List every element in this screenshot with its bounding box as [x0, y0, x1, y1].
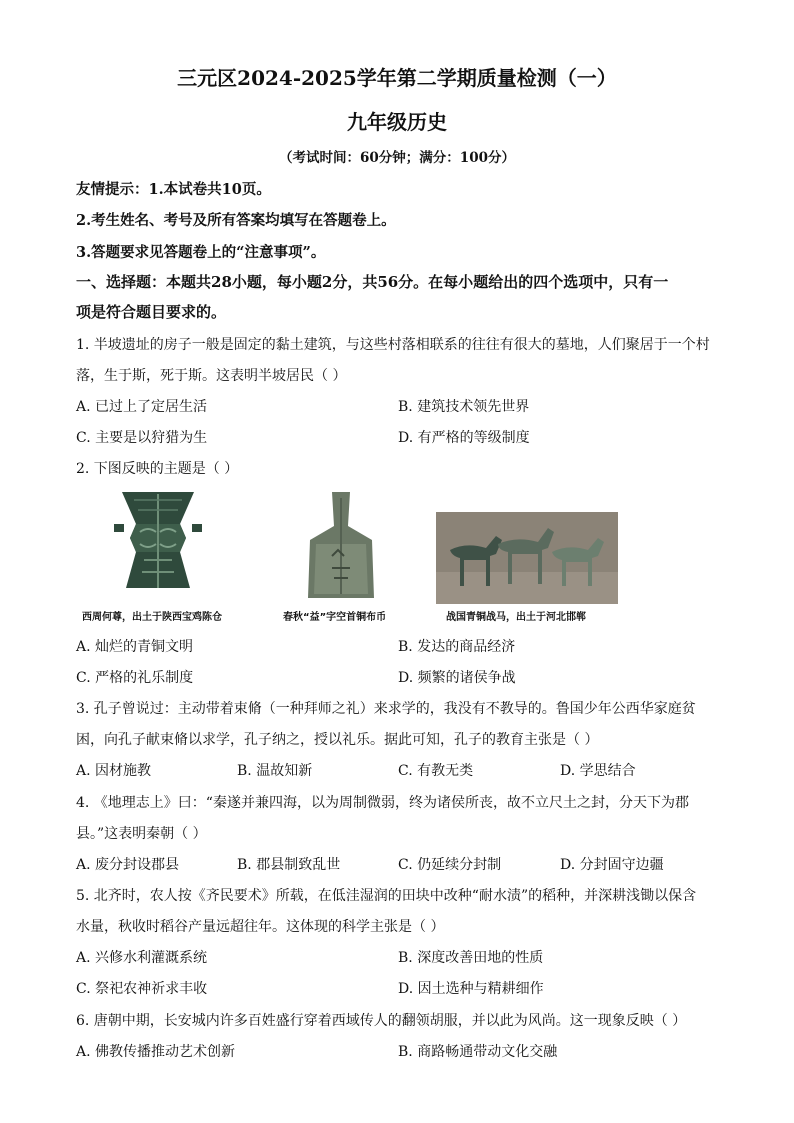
- image-caption-2: 春秋“益”字空首铜布币: [283, 612, 387, 623]
- q1-option-c: C. 主要是以狩猎为生: [76, 430, 208, 446]
- q4-option-a: A. 废分封设郡县: [76, 857, 180, 873]
- q5-option-b: B. 深度改善田地的性质: [398, 950, 544, 966]
- q5-option-a: A. 兴修水利灌溉系统: [76, 950, 208, 966]
- q2-option-c: C. 严格的礼乐制度: [76, 670, 194, 686]
- q3-stem-line1: 3. 孔子曾说过：主动带着束脩（一种拜师之礼）来求学的，我没有不教导的。鲁国少年公西华家庭贫: [76, 701, 696, 717]
- q2-option-a: A. 灿烂的青铜文明: [76, 639, 194, 655]
- section-heading-line1: 一、选择题：本题共28小题，每小题2分，共56分。在每小题给出的四个选项中，只有一: [76, 273, 669, 291]
- q4-option-b: B. 郡县制致乱世: [237, 857, 341, 873]
- q2-stem: 2. 下图反映的主题是（ ）: [76, 461, 239, 477]
- image-caption-1: 西周何尊，出土于陕西宝鸡陈仓: [82, 612, 222, 623]
- q3-option-c: C. 有教无类: [398, 763, 474, 779]
- q3-option-d: D. 学思结合: [560, 763, 636, 779]
- q5-option-d: D. 因土选种与精耕细作: [398, 981, 544, 997]
- spade-coin-image: [302, 490, 380, 602]
- q4-option-c: C. 仍延续分封制: [398, 857, 502, 873]
- q6-option-b: B. 商路畅通带动文化交融: [398, 1044, 558, 1060]
- section-heading-line2: 项是符合题目要求的。: [76, 303, 227, 321]
- q5-stem-line1: 5. 北齐时，农人按《齐民要术》所载，在低洼湿润的田块中改种“耐水渍”的稻种，并深耕浅锄以保含: [76, 888, 697, 904]
- image-caption-3: 战国青铜战马，出土于河北邯郸: [446, 612, 586, 623]
- q4-option-d: D. 分封固守边疆: [560, 857, 664, 873]
- q1-option-b: B. 建筑技术领先世界: [398, 399, 530, 415]
- q2-option-b: B. 发达的商品经济: [398, 639, 516, 655]
- exam-subject: 九年级历史: [347, 110, 447, 134]
- q6-stem-line1: 6. 唐朝中期，长安城内许多百姓盛行穿着西域传人的翻领胡服，并以此为风尚。这一现象反映（ ）: [76, 1013, 687, 1029]
- q1-option-a: A. 已过上了定居生活: [76, 399, 208, 415]
- note-2: 2.考生姓名、考号及所有答案均填写在答题卷上。: [76, 212, 396, 229]
- exam-info: （考试时间：60分钟；满分：100分）: [279, 150, 515, 166]
- bronze-horses-image: [436, 512, 618, 604]
- he-zun-image: [100, 488, 216, 600]
- q3-option-b: B. 温故知新: [237, 763, 313, 779]
- exam-title: 三元区2024-2025学年第二学期质量检测（一）: [177, 66, 617, 90]
- q6-option-a: A. 佛教传播推动艺术创新: [76, 1044, 236, 1060]
- q1-stem-line1: 1. 半坡遗址的房子一般是固定的黏土建筑，与这些村落相联系的往往有很大的墓地，人们聚居于一个村: [76, 337, 710, 353]
- q5-option-c: C. 祭祀农神祈求丰收: [76, 981, 208, 997]
- q1-stem-line2: 落，生于斯，死于斯。这表明半坡居民（ ）: [76, 368, 347, 384]
- q3-stem-line2: 困，向孔子献束脩以求学，孔子纳之，授以礼乐。据此可知，孔子的教育主张是（ ）: [76, 732, 599, 748]
- q2-option-d: D. 频繁的诸侯争战: [398, 670, 516, 686]
- q3-option-a: A. 因材施教: [76, 763, 152, 779]
- q5-stem-line2: 水量，秋收时稻谷产量远超往年。这体现的科学主张是（ ）: [76, 919, 445, 935]
- q4-stem-line2: 县。”这表明秦朝（ ）: [76, 826, 207, 842]
- note-3: 3.答题要求见答题卷上的“注意事项”。: [76, 244, 326, 261]
- note-1: 友情提示：1.本试卷共10页。: [76, 181, 271, 198]
- q1-option-d: D. 有严格的等级制度: [398, 430, 530, 446]
- q4-stem-line1: 4. 《地理志上》曰：“秦遂并兼四海，以为周制微弱，终为诸侯所丧，故不立尺土之封，分天下为郡: [76, 795, 689, 811]
